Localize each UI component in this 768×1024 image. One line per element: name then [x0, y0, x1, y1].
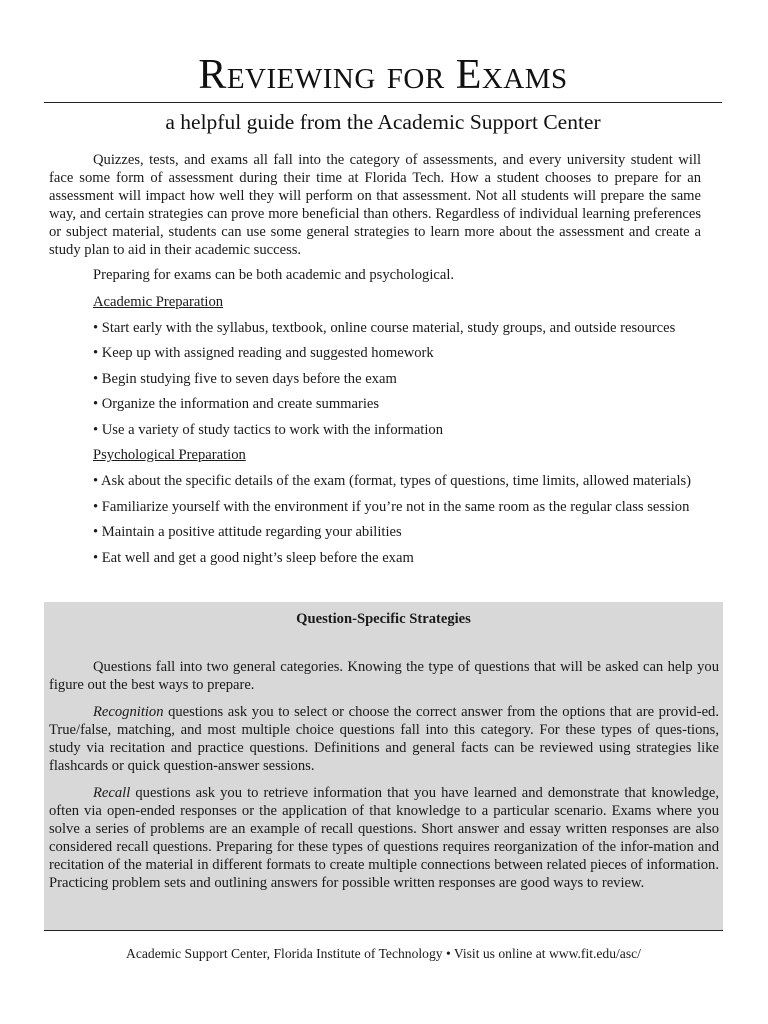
recognition-term: Recognition [93, 704, 164, 720]
recognition-text: questions ask you to select or choose the correct answer from the options that are provid-ed. True/false, matching, and most multiple choice questions fall into this category. For these types of ques-tions, study via recitation and practice questions. Definitions and general facts can be reviewed using strategies like flashcards or quick question-answer sessions. [49, 704, 719, 774]
strategies-box [44, 602, 723, 930]
strategies-intro: Questions fall into two general categories. Knowing the type of questions that will be asked can help you figure out the best ways to prepare. [49, 659, 719, 693]
recall-text: questions ask you to retrieve information that you have learned and demonstrate that knowledge, often via open-ended responses or the application of that knowledge to a particular scenario. Exams where you solve a series of problems are an example of recall questions. Short answer and essay written responses are also considered recall questions. Preparing for these types of questions requires reorganization of the infor-mation and recitation of the material in different formats to create multiple connections between related pieces of information. Practicing problem sets and outlining answers for possible written responses are good ways to review. [49, 785, 719, 891]
academic-item: • Begin studying five to seven days before the exam [93, 371, 397, 387]
psychological-item: • Ask about the specific details of the exam (format, types of questions, time limits, allowed materials) [93, 473, 692, 489]
psychological-heading: Psychological Preparation [93, 447, 246, 463]
page-title: Reviewing for Exams [198, 52, 568, 98]
academic-heading: Academic Preparation [93, 294, 224, 310]
psychological-item: • Familiarize yourself with the environment if you’re not in the same room as the regular class session [93, 499, 690, 515]
psychological-item: • Eat well and get a good night’s sleep before the exam [93, 550, 414, 566]
recall-term: Recall [93, 785, 131, 801]
recognition-paragraph [49, 703, 719, 775]
preparing-text: Preparing for exams can be both academic and psychological. [93, 267, 455, 283]
footer-divider [44, 930, 723, 931]
academic-item: • Keep up with assigned reading and suggested homework [93, 345, 434, 361]
intro-paragraph: Quizzes, tests, and exams all fall into the category of assessments, and every university student will face some form of assessment during their time at Florida Tech. How a student chooses to prepare for an assessment will impact how well they will perform on that assessment. Not all students will prepare the same way, and certain strategies can prove more beneficial than others. Regardless of individual learning preferences or subject material, students can use some general strategies to learn more about the assessment and create a study plan to aid in their academic success. [49, 152, 701, 258]
page-subtitle: a helpful guide from the Academic Support Center [165, 110, 601, 134]
academic-item: • Organize the information and create summaries [93, 396, 380, 412]
title-divider [44, 102, 722, 103]
recall-paragraph [49, 784, 719, 892]
strategies-heading: Question-Specific Strategies [296, 611, 471, 627]
psychological-item: • Maintain a positive attitude regarding your abilities [93, 524, 402, 540]
footer-text: Academic Support Center, Florida Institute of Technology • Visit us online at www.fit.edu/asc/ [126, 946, 641, 961]
academic-item: • Use a variety of study tactics to work with the information [93, 422, 444, 438]
academic-item: • Start early with the syllabus, textbook, online course material, study groups, and outside resources [93, 320, 676, 336]
